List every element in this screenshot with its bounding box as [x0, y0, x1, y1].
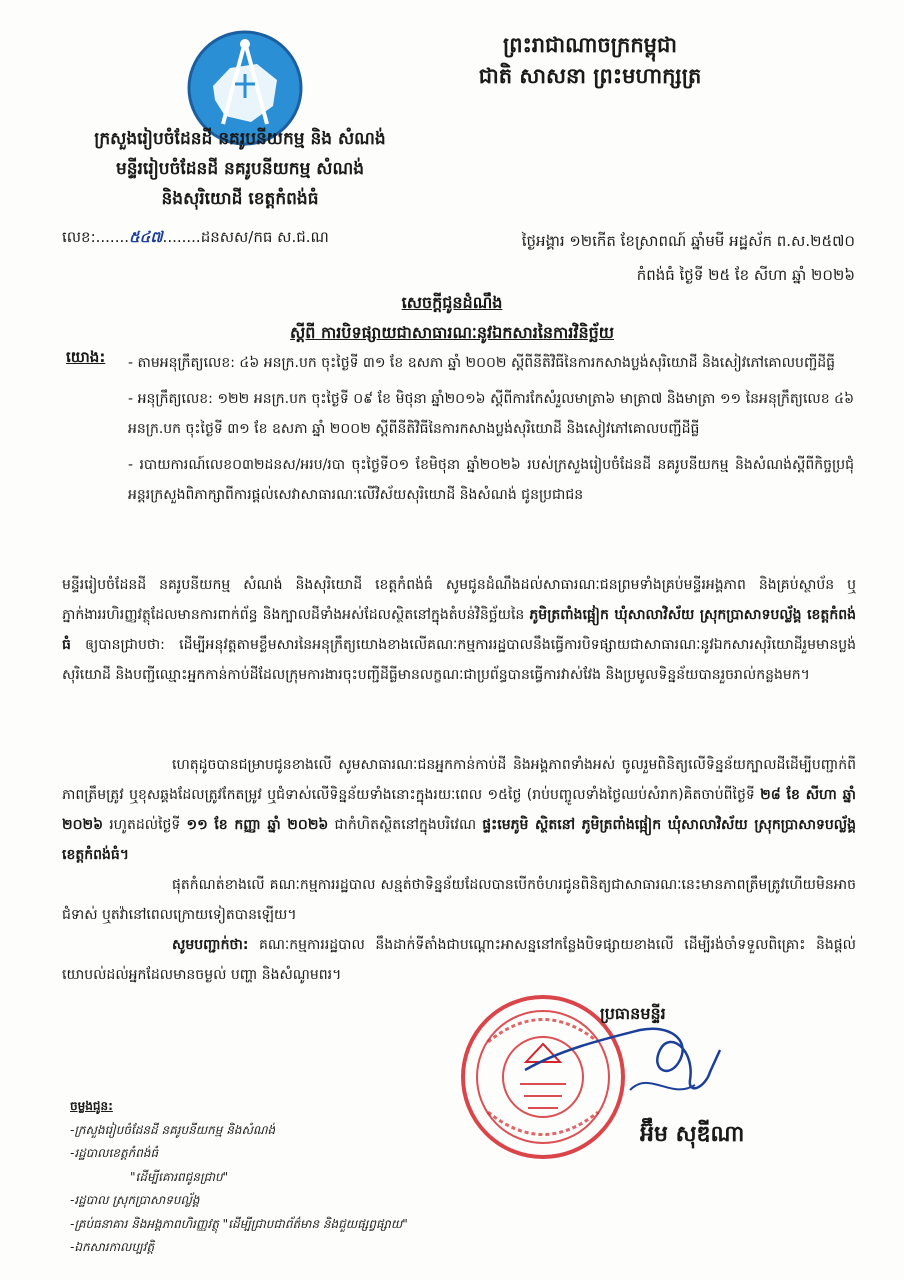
national-motto: ជាតិ សាសនា ព្រះមហាក្សត្រ — [478, 64, 702, 88]
cc-item: "ដើម្បីគោរពជូនជ្រាប" — [130, 1169, 229, 1184]
ministry-line-3: និងសុរិយោដី ខេត្តកំពង់ធំ — [161, 189, 319, 209]
body-paragraph-4 — [62, 930, 856, 990]
p2-end-date: ១១ ខែ កញ្ញា ឆ្នាំ ២០២៦ — [186, 817, 329, 833]
lunar-date: ថ្ងៃអង្គារ ១២កើត ខែស្រាពណ៍ ឆ្នាំមមី អដ្ឋស័ក ព.ស.២៥៧០ — [521, 232, 855, 250]
cc-item: -ឯកសារកាលប្បវត្តិ — [70, 1240, 155, 1254]
document-title — [0, 288, 904, 348]
reference-item: - តាមអនុក្រឹត្យលេខ: ៤៦ អនក្រ.បក ចុះថ្ងៃទី ៣១ ខែ ឧសភា ឆ្នាំ ២០០២ ស្តីពីនីតិវិធីនៃការកសាងប្លង់សុរិយោដី និងសៀវភៅគោលបញ្ជីដីធ្លី — [128, 355, 836, 371]
ministry-line-2: មន្ទីររៀបចំដែនដី នគរូបនីយកម្ម សំណង់ — [115, 159, 365, 179]
reference-item: - របាយការណ៍លេខ០៣២ដនស/អរប/របា ចុះថ្ងៃទី០១ ខែមិថុនា ឆ្នាំ២០២៦ របស់ក្រសួងរៀបចំដែនដី នគរូបនីយកម្ម និងសំណង់ស្តីពីកិច្ចប្រជុំអន្តរក្រសួងពិភាក្សាពីការផ្តល់សេវាសាធារណៈលើវិស័យសុរិយោដី និងសំណង់ ជូនប្រជាជន — [128, 457, 854, 503]
p2-text-mid: រហូតដល់ថ្ងៃទី — [103, 817, 187, 833]
p2-place: ផ្ទះមេភូមិ ស្ថិតនៅ ភូមិត្រពាំងផ្អៀក ឃុំសាលាវិស័យ ស្រុកប្រាសាទបល្ល័ង្គ ខេត្តកំពង់ធំ។ — [62, 817, 857, 863]
p1-text-end: ឲ្យបានជ្រាបថា: ដើម្បីអនុវត្តតាមខ្លឹមសារនៃអនុក្រឹត្យយោងខាងលើគណៈកម្មការរដ្ឋបាលនឹងធ្វើការបិទផ្សាយជាសាធារណៈនូវឯកសារសុរិយោដីរួមមានប្លង់សុរិយោដី និងបញ្ជីឈ្មោះអ្នកកាន់កាប់ដីដែលក្រុមការងារចុះបញ្ជីដីធ្លីមានលក្ខណៈជាប្រព័ន្ធបានធ្វើការវាស់វែង និងប្រមូលទិន្នន័យបានរួចរាល់កន្លងមក។ — [62, 637, 856, 683]
cc-list — [70, 1095, 408, 1260]
p2-start-date: ២៨ ខែ សីហា ឆ្នាំ ២០២៦ — [62, 787, 856, 833]
body-paragraph-3 — [62, 870, 856, 930]
kingdom-header — [430, 30, 750, 92]
reference-item: - អនុក្រឹត្យលេខ: ១២២ អនក្រ.បក ចុះថ្ងៃទី ០៩ ខែ មិថុនា ឆ្នាំ២០១៦ ស្តីពីការកែសំរួលមាត្រា៦ មាត្រា៧ និងមាត្រា ១១ នៃអនុក្រឹត្យលេខ ៤៦ អនក្រ.បក ចុះថ្ងៃទី ៣១ ខែ ឧសភា ឆ្នាំ ២០០២ ស្តីពីនីតិវិធីនៃការកសាងប្លង់សុរិយោដី និងសៀវភៅគោលបញ្ជីដីធ្លី — [128, 391, 854, 437]
p1-location: ភូមិត្រពាំងផ្អៀក ឃុំសាលាវិស័យ ស្រុកប្រាសាទបល្ល័ង្គ ខេត្តកំពង់ធំ — [62, 607, 856, 653]
p4-label: សូមបញ្ជាក់ថា: — [172, 937, 249, 953]
cc-label: ចម្លងជូន: — [70, 1099, 113, 1113]
cc-item: -ក្រសួងរៀបចំដែនដី នគរូបនីយកម្ម និងសំណង់ — [70, 1122, 276, 1137]
signatory-title: ប្រធានមន្ទីរ — [600, 1004, 666, 1023]
reference-handwritten-number: ៥៤៧ — [129, 228, 163, 246]
references-list — [128, 348, 854, 516]
ministry-line-1: ក្រសួងរៀបចំដែនដី នគរូបនីយកម្ម និង សំណង់ — [94, 129, 386, 149]
body-paragraph-1 — [62, 570, 856, 690]
title-line-1: សេចក្តីជូនដំណឹង — [401, 293, 503, 312]
p2-text: ហេតុដូចបានជម្រាបជូនខាងលើ សូមសាធារណៈជនអ្នកកាន់កាប់ដី និងអង្គភាពទាំងអស់ ចូលរួមពិនិត្យលើទិន្នន័យក្បាលដីដើម្បីបញ្ជាក់ពីភាពត្រឹមត្រូវ ឬខុសឆ្គងដែលត្រូវកែតម្រូវ ឬជំទាស់លើទិន្នន័យទាំងនោះក្នុងរយៈពេល ១៥ថ្ងៃ (រាប់បញ្ចូលទាំងថ្ងៃឈប់សំរាក)គិតចាប់ពីថ្ងៃទី — [62, 757, 856, 803]
cc-item: -គ្រប់ធនាគារ និងអង្គភាពហិរញ្ញវត្ថុ "ដើម្បីជ្រាបជាព័ត៌មាន និងជួយផ្សព្វផ្សាយ" — [70, 1216, 408, 1231]
p4-text: គណៈកម្មការរដ្ឋបាល នឹងដាក់ទីតាំងជាបណ្តោះអាសន្ននៅកន្លែងបិទផ្សាយខាងលើ ដើម្បីរង់ចាំទទួលពិគ្រោះ និងផ្តល់យោបល់ដល់អ្នកដែលមានចម្ងល់ បញ្ហា និងសំណូមពរ។ — [62, 937, 856, 983]
kingdom-name: ព្រះរាជាណាចក្រកម្ពុជា — [502, 33, 677, 57]
ministry-header — [80, 124, 400, 214]
cc-item: -រដ្ឋបាល ស្រុកប្រាសាទបល្ល័ង្គ — [70, 1193, 200, 1207]
references-label: យោង: — [66, 348, 106, 366]
p3-text: ផុតកំណត់ខាងលើ គណៈកម្មការរដ្ឋបាល សន្មត់ថាទិន្នន័យដែលបានបើកចំហរជូនពិនិត្យជាសាធារណៈនេះមានភាពត្រឹមត្រូវហើយមិនអាចជំទាស់ ឬតវ៉ានៅពេលក្រោយទៀតបានឡើយ។ — [62, 877, 856, 923]
p1-text: មន្ទីររៀបចំដែនដី នគរូបនីយកម្ម សំណង់ និងសុរិយោដី ខេត្តកំពង់ធំ សូមជូនដំណឹងដល់សាធារណៈជនព្រមទាំងគ្រប់មន្ទីរអង្គភាព និងគ្រប់ស្ថាប័ន ឬភ្នាក់ងាររហិរញ្ញវត្ថុដែលមានការពាក់ព័ន្ធ និងក្បាលដីទាំងអស់ដែលស្ថិតនៅក្នុងតំបន់វិនិច្ឆ័យនៃ — [62, 577, 856, 623]
title-line-2: ស្តីពី ការបិទផ្សាយជាសាធារណៈនូវឯកសារនៃការវិនិច្ឆ័យ — [290, 323, 614, 342]
signatory-name: អ៊ឹម សុឌីណា — [640, 1122, 745, 1147]
body-paragraph-2 — [62, 750, 856, 870]
cc-item: -រដ្ឋបាលខេត្តកំពង់ធំ — [70, 1146, 159, 1160]
reference-prefix: លេខ:....... — [62, 228, 129, 246]
reference-suffix: ........ដនសស/កធ ស.ជ.ណ — [162, 228, 329, 246]
solar-date: កំពង់ធំ ថ្ងៃទី ២៥ ខែ សីហា ឆ្នាំ ២០២៦ — [636, 266, 855, 284]
reference-number — [62, 224, 329, 250]
document-date — [455, 224, 855, 292]
p2-text-mid2: ជាកំហិតស្ថិតនៅក្នុងបរិវេណ — [328, 817, 483, 833]
